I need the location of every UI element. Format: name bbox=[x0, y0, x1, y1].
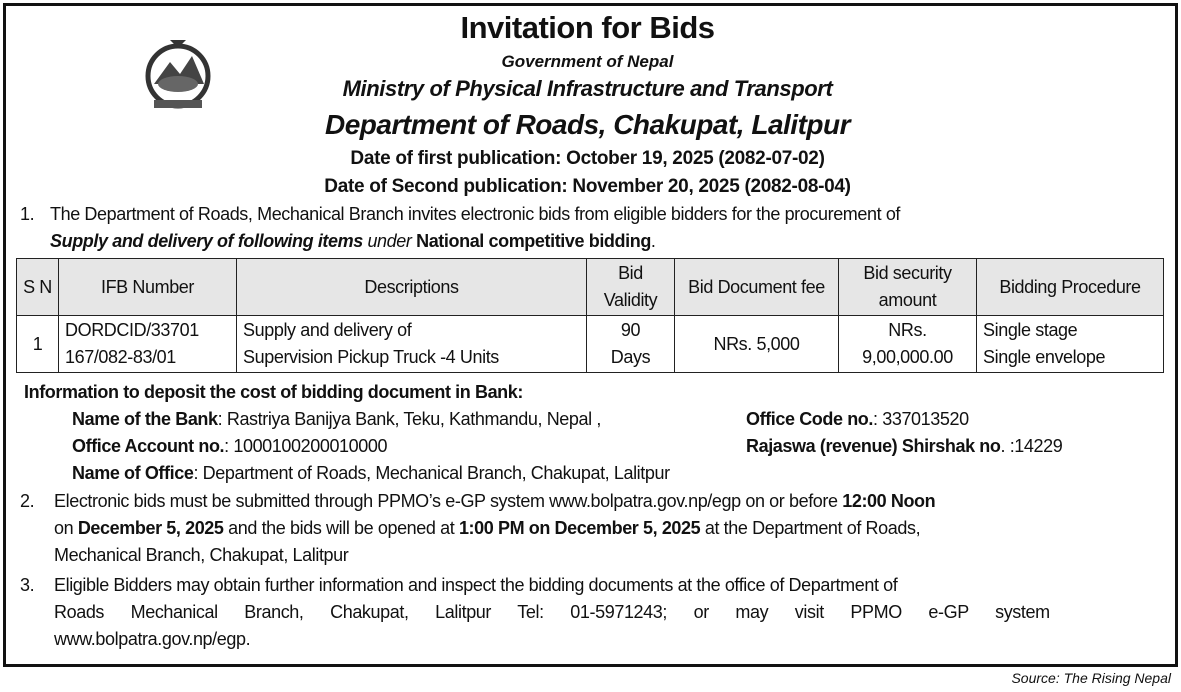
header-descriptions: Descriptions bbox=[237, 259, 587, 316]
para1-bold-italic: Supply and delivery of following items bbox=[50, 231, 363, 251]
para2-text: at the Department of Roads, bbox=[700, 518, 921, 538]
bids-table bbox=[16, 258, 1164, 373]
ministry-name: Ministry of Physical Infrastructure and Transport bbox=[342, 76, 833, 101]
notice-title: Invitation for Bids bbox=[460, 10, 715, 45]
office-name bbox=[72, 463, 670, 484]
para1-line2 bbox=[50, 231, 656, 252]
para1-italic: under bbox=[362, 231, 417, 251]
rajaswa-shirshak bbox=[746, 436, 1062, 457]
office-code-value: : 337013520 bbox=[873, 409, 969, 429]
para1-bold: National competitive bidding bbox=[416, 231, 651, 251]
office-account-label: Office Account no. bbox=[72, 436, 225, 456]
rajaswa-label: Rajaswa (revenue) Shirshak no bbox=[746, 436, 1001, 456]
ifb-line1: DORDCID/33701 bbox=[65, 320, 199, 340]
para2-text: and the bids will be opened at bbox=[223, 518, 459, 538]
table-header-row bbox=[17, 259, 1164, 316]
para3-number: 3. bbox=[20, 575, 35, 595]
cell-validity bbox=[587, 316, 675, 373]
procedure-line1: Single stage bbox=[983, 320, 1078, 340]
second-publication-date: Date of Second publication: November 20, 2025 (2082-08-04) bbox=[324, 176, 851, 197]
government-name: Government of Nepal bbox=[501, 52, 674, 71]
department-name: Department of Roads, Chakupat, Lalitpur bbox=[325, 109, 850, 140]
header-bid-document-fee: Bid Document fee bbox=[675, 259, 839, 316]
cell-security bbox=[839, 316, 977, 373]
bank-name bbox=[72, 409, 601, 430]
table-row bbox=[17, 316, 1164, 373]
office-code-label: Office Code no. bbox=[746, 409, 874, 429]
validity-line2: Days bbox=[610, 347, 651, 367]
procedure-line2: Single envelope bbox=[983, 347, 1106, 367]
ifb-line2: 167/082-83/01 bbox=[65, 347, 176, 367]
para2-line3: Mechanical Branch, Chakupat, Lalitpur bbox=[54, 545, 349, 565]
para2-opening-time: 1:00 PM on December 5, 2025 bbox=[458, 518, 701, 538]
para3-line2: Roads Mechanical Branch, Chakupat, Lalitpur Tel: 01-5971243; or may visit PPMO e-GP system bbox=[54, 602, 1050, 622]
para3-link[interactable]: www.bolpatra.gov.np/egp. bbox=[54, 629, 251, 649]
nepal-emblem-logo bbox=[140, 34, 216, 114]
para1-text: The Department of Roads, Mechanical Branch invites electronic bids from eligible bidders for the procurement of bbox=[50, 204, 901, 224]
office-account-value: : 1000100200010000 bbox=[224, 436, 388, 456]
cell-description bbox=[237, 316, 587, 373]
security-line1: NRs. bbox=[888, 320, 927, 340]
para1-number: 1. bbox=[20, 204, 35, 224]
cell-procedure bbox=[977, 316, 1164, 373]
header-bid-validity: Bid Validity bbox=[587, 259, 675, 316]
security-line2: 9,00,000.00 bbox=[862, 347, 953, 367]
cell-fee: NRs. 5,000 bbox=[675, 316, 839, 373]
header-bid-security: Bid security amount bbox=[839, 259, 977, 316]
para2-line2 bbox=[54, 518, 920, 539]
bank-name-value: : Rastriya Banijya Bank, Teku, Kathmandu, Nepal , bbox=[217, 409, 601, 429]
para2-number: 2. bbox=[20, 491, 35, 511]
office-name-label: Name of Office bbox=[72, 463, 194, 483]
desc-line1: Supply and delivery of bbox=[243, 320, 412, 340]
para1-end: . bbox=[650, 231, 656, 251]
para3-line1: Eligible Bidders may obtain further information and inspect the bidding documents at the office of Department of bbox=[54, 575, 898, 595]
office-code bbox=[746, 409, 969, 430]
desc-line2: Supervision Pickup Truck -4 Units bbox=[243, 347, 499, 367]
cell-sn: 1 bbox=[17, 316, 59, 373]
validity-line1: 90 bbox=[620, 320, 641, 340]
first-publication-date: Date of first publication: October 19, 2025 (2082-07-02) bbox=[350, 148, 825, 169]
para2-deadline-time: 12:00 Noon bbox=[842, 491, 936, 511]
rajaswa-value: . :14229 bbox=[1000, 436, 1063, 456]
para2-deadline-date: December 5, 2025 bbox=[77, 518, 224, 538]
para2-text: on bbox=[54, 518, 78, 538]
para2-line1 bbox=[54, 491, 935, 512]
header-bidding-procedure: Bidding Procedure bbox=[977, 259, 1164, 316]
cell-ifb-number bbox=[59, 316, 237, 373]
para2-text: Electronic bids must be submitted through PPMO’s e-GP system www.bolpatra.gov.np/egp on or before bbox=[54, 491, 843, 511]
header-ifb-number: IFB Number bbox=[59, 259, 237, 316]
source-credit: Source: The Rising Nepal bbox=[1011, 670, 1171, 686]
office-name-value: : Department of Roads, Mechanical Branch, Chakupat, Lalitpur bbox=[193, 463, 670, 483]
bank-info-heading: Information to deposit the cost of bidding document in Bank: bbox=[24, 382, 523, 402]
header-sn: S N bbox=[17, 259, 59, 316]
bank-name-label: Name of the Bank bbox=[72, 409, 218, 429]
office-account bbox=[72, 436, 387, 457]
